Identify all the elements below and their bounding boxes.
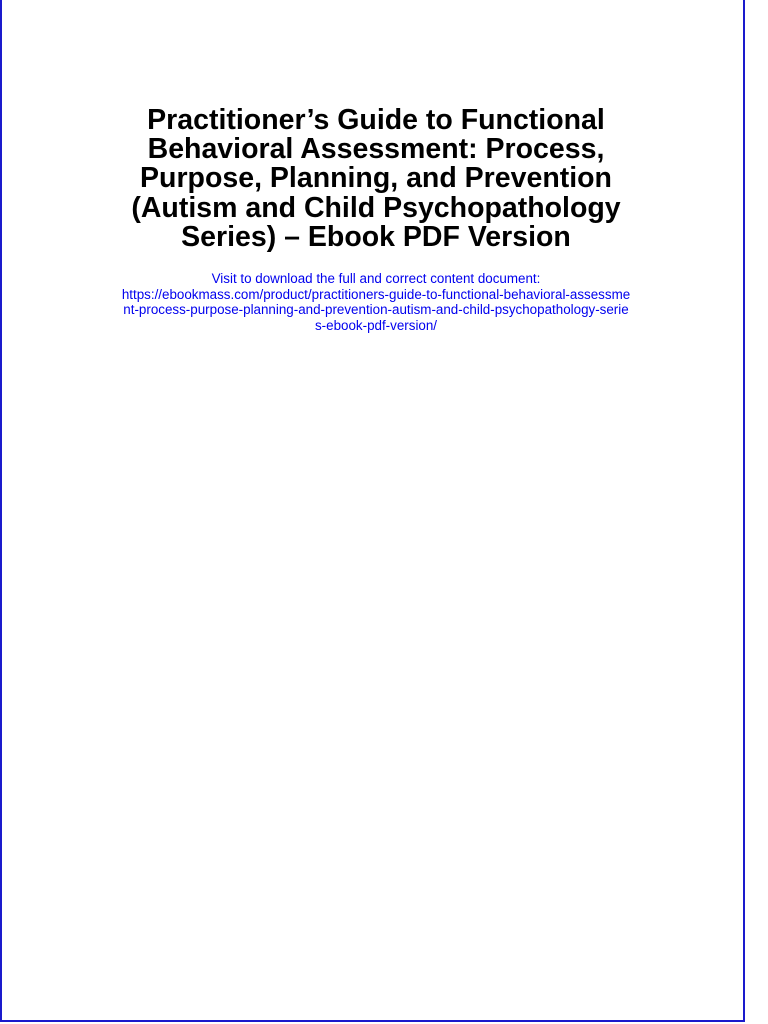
title-line: Purpose, Planning, and Prevention xyxy=(140,162,612,195)
url-line[interactable]: nt-process-purpose-planning-and-prevention-autism-and-child-psychopathology-serie xyxy=(123,302,629,318)
download-link-block xyxy=(42,271,710,333)
title-line: Behavioral Assessment: Process, xyxy=(147,133,605,166)
download-url-link[interactable] xyxy=(42,287,710,334)
url-line[interactable]: s-ebook-pdf-version/ xyxy=(314,317,438,333)
title-line: Practitioner’s Guide to Functional xyxy=(147,104,605,136)
download-notice: Visit to download the full and correct content document: xyxy=(211,271,541,286)
url-line[interactable]: https://ebookmass.com/product/practitioners-guide-to-functional-behavioral-assessme xyxy=(121,286,631,302)
title-line: (Autism and Child Psychopathology xyxy=(131,191,621,224)
document-title xyxy=(62,106,690,252)
title-line: Series) – Ebook PDF Version xyxy=(181,220,571,253)
